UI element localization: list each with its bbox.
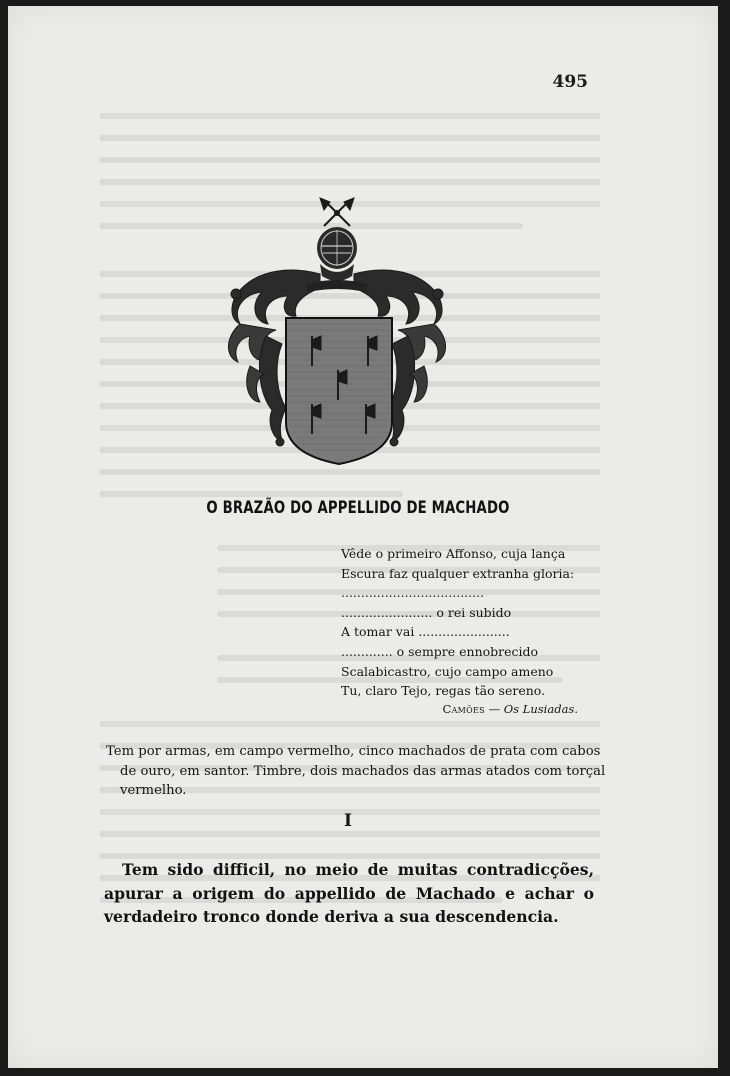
section-number: I <box>344 811 352 831</box>
helmet-icon <box>317 227 357 281</box>
poem-line: Vêde o primeiro Affonso, cuja lança <box>341 546 566 561</box>
poem-line: ....................... o rei subido <box>341 604 512 620</box>
body-paragraph: Tem sido difficil, no meio de muitas contradicções, apurar a origem do appellido de Machado e achar o verdadeiro tronco donde deriva a sua descendencia. <box>104 860 594 927</box>
page-number: 495 <box>552 72 588 92</box>
citation-author: Camões <box>442 702 485 716</box>
heraldic-shield <box>286 318 392 464</box>
citation-work: Os Lusiadas. <box>503 702 578 716</box>
poem-line: ............. o sempre ennobrecido <box>341 643 539 659</box>
epigraph-poem <box>341 544 579 701</box>
arms-description: Tem por armas, em campo vermelho, cinco machados de prata com cabos de ouro, em santor. Timbre, dois machados das armas atados com torçal vermelho. <box>106 744 606 798</box>
coat-of-arms-illustration <box>220 196 470 471</box>
epigraph-citation <box>338 702 578 716</box>
citation-separator: — <box>484 702 504 716</box>
poem-line: Escura faz qualquer extranha gloria: <box>341 565 575 581</box>
poem-line: .................................... <box>341 585 485 601</box>
poem-line: A tomar vai ....................... <box>341 624 510 640</box>
poem-line: Tu, claro Tejo, regas tão sereno. <box>341 683 546 699</box>
book-page <box>8 6 718 1068</box>
poem-line: Scalabicastro, cujo campo ameno <box>341 663 554 679</box>
crossed-axes-crest-icon <box>320 198 354 226</box>
chapter-title: O BRAZÃO DO APPELLIDO DE MACHADO <box>206 498 510 518</box>
